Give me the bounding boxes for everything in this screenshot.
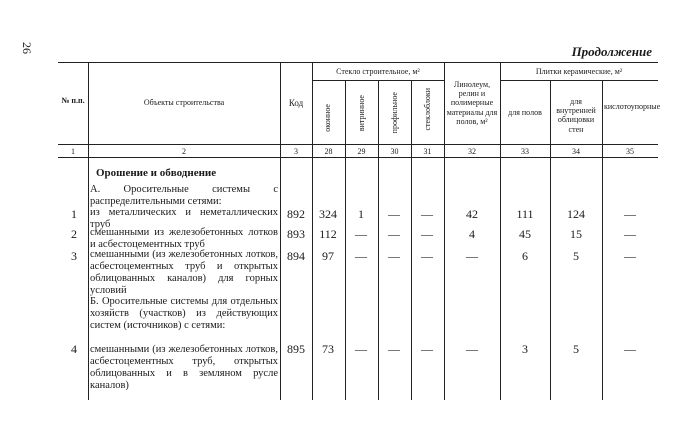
cell-inner-tiles: 15 — [570, 227, 582, 241]
cell-window-glass: 73 — [322, 342, 334, 356]
cell-profile-glass: — — [388, 227, 400, 241]
row-description: смешанными из железобетонных лотков и асбестоцементных труб — [90, 227, 278, 250]
col-number: 31 — [423, 147, 432, 156]
col-number: 34 — [572, 147, 580, 156]
col-divider — [444, 62, 445, 400]
cell-display-glass: — — [355, 227, 367, 241]
col-number: 32 — [468, 147, 476, 156]
cell-floor-tiles: 6 — [522, 249, 528, 263]
cell-linoleum: 4 — [469, 227, 475, 241]
header-bottom-rule — [58, 144, 658, 145]
row-description: смешанными (из железобетонных лотков, асбестоцементных труб, открытых облицованных и в земляном русле каналов) — [90, 344, 278, 391]
col-number: 29 — [357, 147, 366, 156]
cell-acid-tiles: — — [624, 207, 636, 221]
row-description: смешанными (из железобетонных лотков, асбестоцементных труб и открытых облицованных каналов) для горных условий — [90, 249, 278, 296]
col-number: 2 — [182, 147, 186, 156]
cell-display-glass: 1 — [358, 207, 364, 221]
row-code: 892 — [287, 207, 305, 221]
cell-floor-tiles: 111 — [516, 207, 534, 221]
cell-linoleum: — — [466, 249, 478, 263]
cell-linoleum: — — [466, 342, 478, 356]
cell-acid-tiles: — — [624, 249, 636, 263]
col-divider — [602, 80, 603, 400]
col-number: 1 — [71, 147, 75, 156]
page-number: 26 — [20, 42, 34, 54]
cell-glass-blocks: — — [421, 227, 433, 241]
cell-display-glass: — — [355, 249, 367, 263]
cell-glass-blocks: — — [421, 249, 433, 263]
cell-display-glass: — — [355, 342, 367, 356]
row-code: 893 — [287, 227, 305, 241]
cell-floor-tiles: 3 — [522, 342, 528, 356]
header-glass-group: Стекло строительное, м² — [336, 67, 420, 76]
row-number: 3 — [71, 249, 77, 263]
cell-acid-tiles: — — [624, 227, 636, 241]
row-code: 894 — [287, 249, 305, 263]
header-tiles-floor: для полов — [508, 108, 542, 117]
cell-inner-tiles: 5 — [573, 342, 579, 356]
cell-window-glass: 97 — [322, 249, 334, 263]
header-num: № п.п. — [61, 96, 85, 105]
header-glass-window: оконное — [323, 104, 332, 132]
col-number: 30 — [390, 147, 399, 156]
cell-glass-blocks: — — [421, 207, 433, 221]
row-number: 4 — [71, 342, 77, 356]
cell-inner-tiles: 124 — [567, 207, 585, 221]
cell-window-glass: 112 — [319, 227, 337, 241]
header-objects: Объекты строительства — [143, 98, 225, 107]
subsection-a: А. Оросительные системы с распределительными сетями: — [90, 184, 278, 207]
col-number: 3 — [294, 147, 298, 156]
cell-acid-tiles: — — [624, 342, 636, 356]
cell-glass-blocks: — — [421, 342, 433, 356]
col-divider — [500, 62, 501, 400]
colnum-bottom-rule — [58, 157, 658, 158]
row-code: 895 — [287, 342, 305, 356]
col-divider — [550, 80, 551, 400]
header-glass-profile: профильное — [390, 92, 399, 134]
cell-inner-tiles: 5 — [573, 249, 579, 263]
header-linoleum: Линолеум, релин и полимерные материалы для полов, м² — [446, 80, 498, 126]
col-number: 35 — [626, 147, 634, 156]
header-tiles-acid: кислотоупорные — [604, 102, 661, 111]
cell-profile-glass: — — [388, 249, 400, 263]
cell-floor-tiles: 45 — [519, 227, 531, 241]
header-tiles-inner: для внутренней облицовки стен — [556, 97, 596, 134]
cell-profile-glass: — — [388, 207, 400, 221]
section-title: Орошение и обводнение — [96, 167, 217, 179]
subsection-b: Б. Оросительные системы для отдельных хозяйств (участков) из действующих систем (источников) с сетями: — [90, 296, 278, 331]
tiles-group-rule — [500, 80, 658, 81]
continuation-label: Продолжение — [571, 44, 652, 59]
row-number: 2 — [71, 227, 77, 241]
header-code: Код — [288, 98, 304, 108]
cell-linoleum: 42 — [466, 207, 478, 221]
col-number: 33 — [521, 147, 529, 156]
header-glass-blocks: стеклоблоки — [423, 88, 432, 131]
table-top-border — [58, 62, 658, 63]
cell-window-glass: 324 — [319, 207, 337, 221]
header-tiles-group: Плитки керамические, м² — [535, 67, 623, 76]
row-number: 1 — [71, 207, 77, 221]
row-description: из металлических и неметаллических труб — [90, 207, 278, 230]
header-glass-display: витринное — [357, 95, 366, 132]
col-number: 28 — [324, 147, 333, 156]
cell-profile-glass: — — [388, 342, 400, 356]
